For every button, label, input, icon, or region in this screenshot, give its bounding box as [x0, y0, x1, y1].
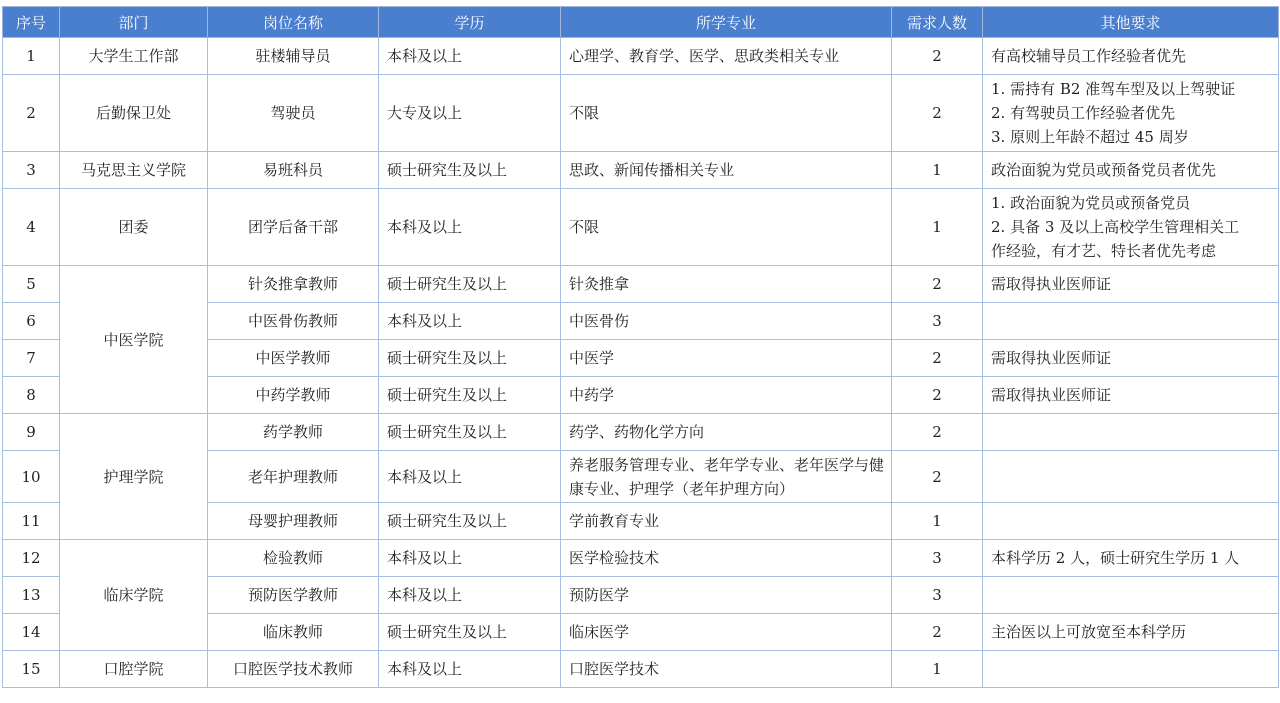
cell-post: 老年护理教师 — [208, 451, 379, 503]
req-line: 1. 政治面貌为党员或预备党员 — [991, 194, 1191, 212]
req-line: 2. 有驾驶员工作经验者优先 — [991, 104, 1176, 122]
cell-count: 2 — [892, 414, 983, 451]
cell-post: 预防医学教师 — [208, 577, 379, 614]
cell-major: 心理学、教育学、医学、思政类相关专业 — [561, 38, 892, 75]
cell-major: 口腔医学技术 — [561, 651, 892, 688]
cell-count: 1 — [892, 651, 983, 688]
cell-major: 思政、新闻传播相关专业 — [561, 152, 892, 189]
cell-count: 2 — [892, 614, 983, 651]
cell-edu: 本科及以上 — [379, 303, 561, 340]
cell-edu: 本科及以上 — [379, 451, 561, 503]
cell-major: 不限 — [561, 189, 892, 266]
cell-dept: 后勤保卫处 — [60, 75, 208, 152]
cell-req — [983, 75, 1279, 152]
header-req: 其他要求 — [983, 7, 1279, 38]
cell-edu: 硕士研究生及以上 — [379, 377, 561, 414]
cell-dept: 口腔学院 — [60, 651, 208, 688]
cell-count: 2 — [892, 75, 983, 152]
cell-no: 8 — [3, 377, 60, 414]
cell-req — [983, 540, 1279, 577]
cell-major: 中医学 — [561, 340, 892, 377]
cell-no: 9 — [3, 414, 60, 451]
cell-count: 3 — [892, 577, 983, 614]
cell-dept: 中医学院 — [60, 266, 208, 414]
req-line: 政治面貌为党员或预备党员者优先 — [991, 161, 1217, 179]
req-line: 有高校辅导员工作经验者优先 — [991, 47, 1187, 65]
cell-no: 10 — [3, 451, 60, 503]
table-row — [3, 540, 1279, 577]
cell-post: 检验教师 — [208, 540, 379, 577]
cell-dept: 临床学院 — [60, 540, 208, 651]
cell-req — [983, 340, 1279, 377]
cell-req — [983, 614, 1279, 651]
header-major: 所学专业 — [561, 7, 892, 38]
req-line: 需取得执业医师证 — [991, 349, 1112, 367]
table-row — [3, 414, 1279, 451]
cell-post: 中医学教师 — [208, 340, 379, 377]
cell-major: 学前教育专业 — [561, 503, 892, 540]
cell-post: 母婴护理教师 — [208, 503, 379, 540]
req-line: 需取得执业医师证 — [991, 275, 1112, 293]
cell-dept: 护理学院 — [60, 414, 208, 540]
cell-post: 团学后备干部 — [208, 189, 379, 266]
cell-major: 药学、药物化学方向 — [561, 414, 892, 451]
header-row — [3, 7, 1279, 38]
cell-edu: 本科及以上 — [379, 577, 561, 614]
table-row — [3, 75, 1279, 152]
req-line: 需取得执业医师证 — [991, 386, 1112, 404]
cell-edu: 大专及以上 — [379, 75, 561, 152]
req-line: 主治医以上可放宽至本科学历 — [991, 623, 1187, 641]
cell-req — [983, 303, 1279, 340]
cell-no: 7 — [3, 340, 60, 377]
cell-major: 预防医学 — [561, 577, 892, 614]
cell-no: 6 — [3, 303, 60, 340]
cell-count: 2 — [892, 266, 983, 303]
cell-edu: 硕士研究生及以上 — [379, 152, 561, 189]
cell-req — [983, 266, 1279, 303]
cell-post: 中药学教师 — [208, 377, 379, 414]
cell-dept: 大学生工作部 — [60, 38, 208, 75]
cell-no: 14 — [3, 614, 60, 651]
header-post: 岗位名称 — [208, 7, 379, 38]
cell-major: 中药学 — [561, 377, 892, 414]
cell-no: 13 — [3, 577, 60, 614]
cell-major: 不限 — [561, 75, 892, 152]
cell-major: 医学检验技术 — [561, 540, 892, 577]
cell-edu: 本科及以上 — [379, 38, 561, 75]
cell-dept: 马克思主义学院 — [60, 152, 208, 189]
cell-major: 中医骨伤 — [561, 303, 892, 340]
cell-no: 2 — [3, 75, 60, 152]
cell-req — [983, 38, 1279, 75]
header-dept: 部门 — [60, 7, 208, 38]
table-row — [3, 651, 1279, 688]
table-row — [3, 152, 1279, 189]
header-edu: 学历 — [379, 7, 561, 38]
cell-count: 1 — [892, 503, 983, 540]
cell-no: 4 — [3, 189, 60, 266]
cell-count: 2 — [892, 451, 983, 503]
cell-req — [983, 152, 1279, 189]
cell-edu: 硕士研究生及以上 — [379, 266, 561, 303]
req-line: 本科学历 2 人，硕士研究生学历 1 人 — [991, 549, 1240, 567]
cell-edu: 硕士研究生及以上 — [379, 414, 561, 451]
cell-count: 3 — [892, 303, 983, 340]
cell-no: 3 — [3, 152, 60, 189]
cell-post: 针灸推拿教师 — [208, 266, 379, 303]
cell-post: 驻楼辅导员 — [208, 38, 379, 75]
req-line: 作经验，有才艺、特长者优先考虑 — [991, 242, 1217, 260]
cell-no: 15 — [3, 651, 60, 688]
cell-no: 11 — [3, 503, 60, 540]
cell-req — [983, 503, 1279, 540]
cell-post: 口腔医学技术教师 — [208, 651, 379, 688]
table-row — [3, 38, 1279, 75]
cell-post: 易班科员 — [208, 152, 379, 189]
cell-edu: 硕士研究生及以上 — [379, 503, 561, 540]
cell-major: 针灸推拿 — [561, 266, 892, 303]
cell-dept: 团委 — [60, 189, 208, 266]
cell-req — [983, 414, 1279, 451]
cell-major: 养老服务管理专业、老年学专业、老年医学与健康专业、护理学（老年护理方向） — [561, 451, 892, 503]
cell-post: 临床教师 — [208, 614, 379, 651]
cell-edu: 本科及以上 — [379, 540, 561, 577]
cell-post: 驾驶员 — [208, 75, 379, 152]
cell-edu: 硕士研究生及以上 — [379, 614, 561, 651]
header-count: 需求人数 — [892, 7, 983, 38]
req-line: 1. 需持有 B2 准驾车型及以上驾驶证 — [991, 80, 1236, 98]
cell-no: 5 — [3, 266, 60, 303]
cell-count: 2 — [892, 38, 983, 75]
cell-count: 1 — [892, 189, 983, 266]
recruitment-table — [2, 6, 1279, 688]
cell-req — [983, 377, 1279, 414]
req-line: 2. 具备 3 及以上高校学生管理相关工 — [991, 218, 1240, 236]
cell-major: 临床医学 — [561, 614, 892, 651]
table-row — [3, 266, 1279, 303]
cell-count: 2 — [892, 377, 983, 414]
cell-req — [983, 577, 1279, 614]
cell-count: 2 — [892, 340, 983, 377]
cell-req — [983, 651, 1279, 688]
cell-count: 1 — [892, 152, 983, 189]
cell-count: 3 — [892, 540, 983, 577]
cell-edu: 本科及以上 — [379, 651, 561, 688]
cell-no: 1 — [3, 38, 60, 75]
cell-req — [983, 189, 1279, 266]
req-line: 3. 原则上年龄不超过 45 周岁 — [991, 128, 1189, 146]
cell-no: 12 — [3, 540, 60, 577]
cell-edu: 本科及以上 — [379, 189, 561, 266]
cell-edu: 硕士研究生及以上 — [379, 340, 561, 377]
cell-post: 药学教师 — [208, 414, 379, 451]
table-row — [3, 189, 1279, 266]
header-no: 序号 — [3, 7, 60, 38]
cell-post: 中医骨伤教师 — [208, 303, 379, 340]
cell-req — [983, 451, 1279, 503]
